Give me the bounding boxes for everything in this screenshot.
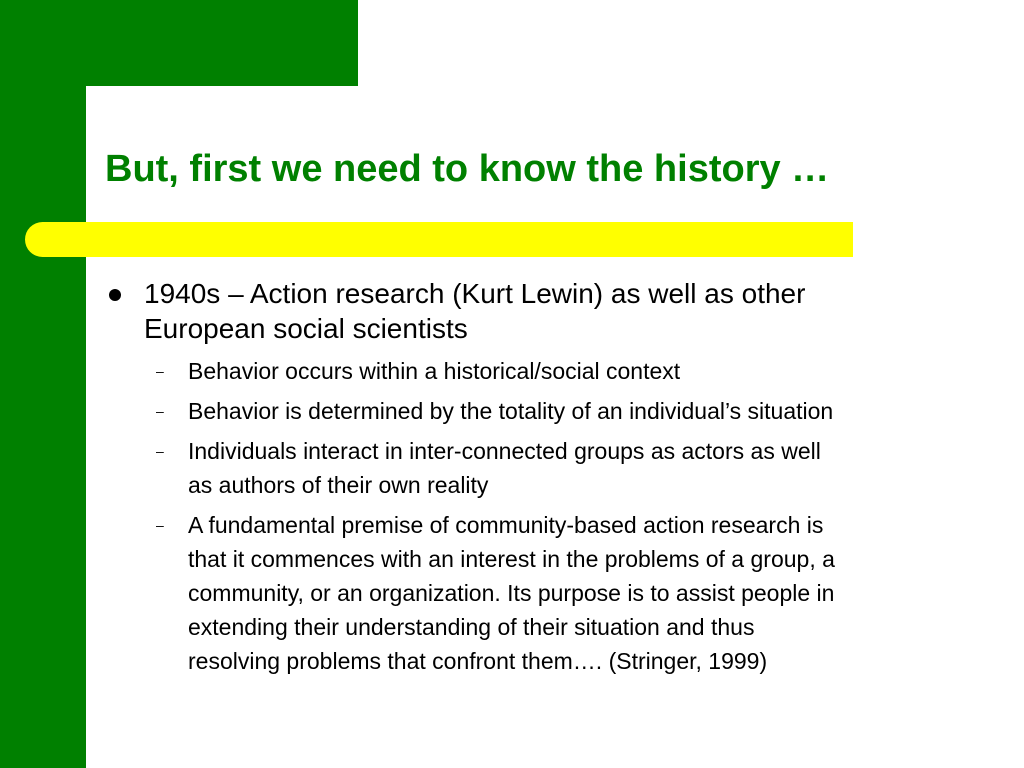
subbullet-item — [106, 394, 1006, 428]
subbullet-text-line: that it commences with an interest in the problems of a group, a — [188, 546, 835, 572]
dash-bullet-icon: – — [156, 443, 164, 459]
subbullet-text-line: A fundamental premise of community-based action research is — [188, 512, 824, 538]
subbullet-text-line: extending their understanding of their situation and thus — [188, 614, 755, 640]
slide-body — [106, 276, 1006, 684]
bullet-text-line: European social scientists — [144, 313, 468, 344]
subbullet-text-line: community, or an organization. Its purpose is to assist people in — [188, 580, 835, 606]
subbullet-item — [106, 354, 1006, 388]
yellow-accent-bar — [25, 222, 853, 257]
subbullet-text-line: Behavior occurs within a historical/social context — [188, 358, 681, 384]
bullet-dot-icon — [109, 289, 121, 301]
dash-bullet-icon: – — [156, 517, 164, 533]
slide-title: But, first we need to know the history … — [105, 148, 830, 190]
subbullet-text-line: resolving problems that confront them…. (Stringer, 1999) — [188, 648, 768, 674]
dash-bullet-icon: – — [156, 363, 164, 379]
green-left-band — [0, 0, 86, 768]
dash-bullet-icon: – — [156, 403, 164, 419]
bullet-item — [106, 276, 1006, 346]
subbullet-text-line: Individuals interact in inter-connected groups as actors as well — [188, 438, 821, 464]
subbullet-item — [106, 434, 1006, 502]
subbullet-item — [106, 508, 1006, 678]
subbullet-text-line: as authors of their own reality — [188, 472, 489, 498]
subbullet-text-line: Behavior is determined by the totality of an individual’s situation — [188, 398, 834, 424]
bullet-text-line: 1940s – Action research (Kurt Lewin) as well as other — [144, 278, 806, 309]
